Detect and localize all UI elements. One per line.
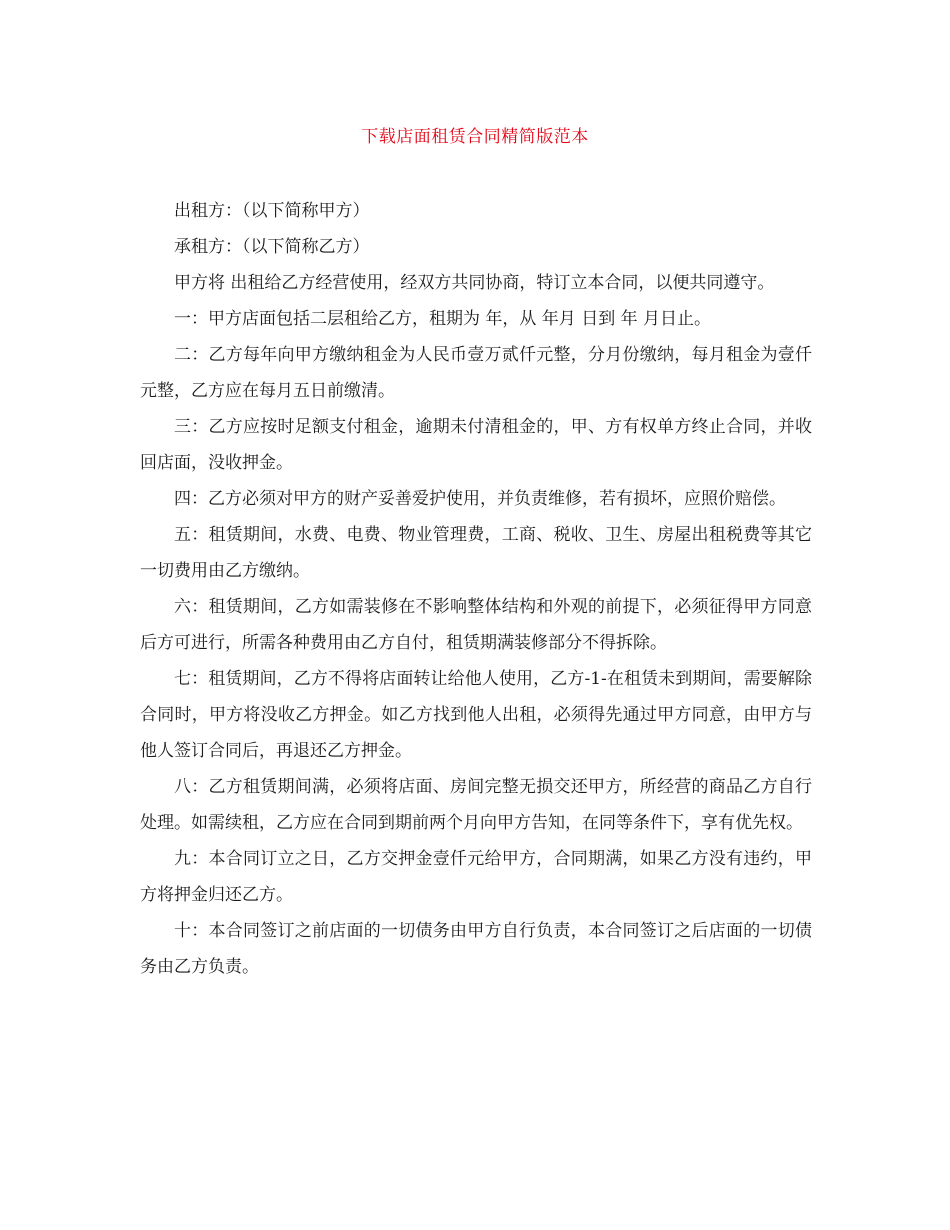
clause-6: 六：租赁期间，乙方如需装修在不影响整体结构和外观的前提下，必须征得甲方同意后方可进行，所需各种费用由乙方自付，租赁期满装修部分不得拆除。 — [140, 597, 812, 653]
document-title: 下载店面租赁合同精简版范本 — [361, 127, 589, 147]
clause-5: 五：租赁期间，水费、电费、物业管理费，工商、税收、卫生、房屋出租税费等其它一切费用由乙方缴纳。 — [140, 525, 812, 581]
clause-9: 九：本合同订立之日，乙方交押金壹仟元给甲方，合同期满，如果乙方没有违约，甲方将押金归还乙方。 — [140, 849, 812, 905]
clause-7: 七：租赁期间，乙方不得将店面转让给他人使用，乙方-1-在租赁未到期间，需要解除合同时，甲方将没收乙方押金。如乙方找到他人出租，必须得先通过甲方同意，由甲方与他人签订合同后，再退还乙方押金。 — [140, 669, 812, 761]
clause-10: 十：本合同签订之前店面的一切债务由甲方自行负责，本合同签订之后店面的一切债务由乙方负责。 — [140, 921, 812, 977]
clause-1: 一：甲方店面包括二层租给乙方，租期为 年，从 年月 日到 年 月日止。 — [174, 309, 712, 329]
clause-8: 八：乙方租赁期间满，必须将店面、房间完整无损交还甲方，所经营的商品乙方自行处理。如需续租，乙方应在合同到期前两个月向甲方告知，在同等条件下，享有优先权。 — [140, 777, 812, 833]
clause-2: 二：乙方每年向甲方缴纳租金为人民币壹万贰仟元整，分月份缴纳，每月租金为壹仟元整，乙方应在每月五日前缴清。 — [140, 345, 812, 401]
lessor-line: 出租方：（以下简称甲方） — [174, 201, 370, 221]
contract-body — [140, 193, 812, 985]
preamble-paragraph: 甲方将 出租给乙方经营使用，经双方共同协商，特订立本合同，以便共同遵守。 — [174, 273, 775, 293]
clause-4: 四：乙方必须对甲方的财产妥善爱护使用，并负责维修，若有损坏，应照价赔偿。 — [174, 489, 786, 509]
lessee-line: 承租方：（以下简称乙方） — [174, 237, 370, 257]
clause-3: 三：乙方应按时足额支付租金，逾期未付清租金的，甲、方有权单方终止合同，并收回店面，没收押金。 — [140, 417, 812, 473]
